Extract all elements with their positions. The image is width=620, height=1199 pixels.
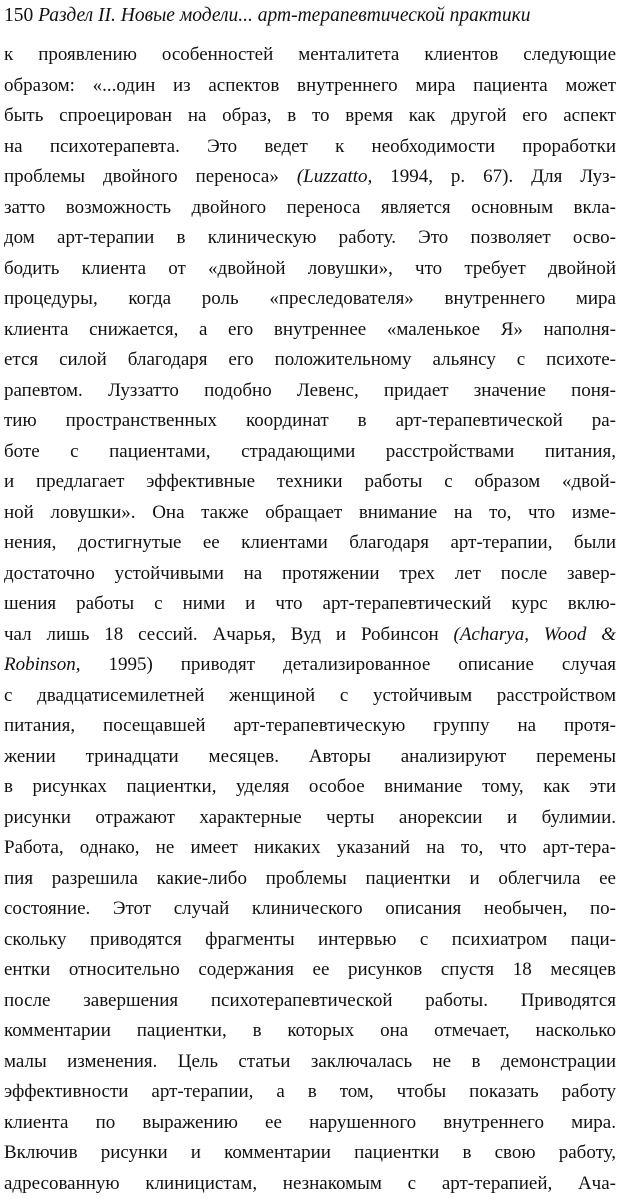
text-line: [4, 101, 616, 132]
line-text: бодить клиента от «двойной ловушки», что требует двойной: [4, 258, 616, 279]
text-line: [4, 620, 616, 651]
line-text: ентки относительно содержания ее рисунков спустя 18 месяцев: [4, 959, 616, 980]
text-line: [4, 193, 616, 224]
line-text: и предлагает эффективные техники работы с образом «двой-: [4, 471, 616, 492]
text-line: [4, 711, 616, 742]
text-line: [4, 162, 616, 193]
running-title: Раздел II. Новые модели... арт-терапевтической практики: [38, 5, 530, 26]
text-line: [4, 315, 616, 346]
line-text: малы изменения. Цель статьи заключалась не в демонстрации: [4, 1051, 616, 1072]
line-text: достаточно устойчивыми на протяжении трех лет после завер-: [4, 563, 616, 584]
line-text: дом арт-терапии в клиническую работу. Это позволяет осво-: [4, 227, 616, 248]
text-line: [4, 894, 616, 925]
line-text: образом: «...один из аспектов внутреннего мира пациента может: [4, 75, 616, 96]
citation-text: (Acharya, Wood &: [454, 624, 617, 645]
text-line: [4, 376, 616, 407]
line-text: пия разрешила какие-либо проблемы пациентки и облегчила ее: [4, 868, 616, 889]
text-line: [4, 71, 616, 102]
text-line: [4, 467, 616, 498]
body-text: [4, 40, 616, 1199]
text-line: [4, 650, 616, 681]
citation-text: Robinson,: [4, 654, 81, 675]
citation-text: (Luzzatto,: [297, 166, 373, 187]
text-line: [4, 284, 616, 315]
line-text: клиента снижается, а его внутреннее «маленькое Я» наполня-: [4, 319, 616, 340]
line-text: скольку приводятся фрагменты интервью с психиатром паци-: [4, 929, 616, 950]
text-line: [4, 1169, 616, 1199]
line-text: клиента по выражению ее нарушенного внутреннего мира.: [4, 1112, 616, 1133]
line-text: нения, достигнутые ее клиентами благодаря арт-терапии, были: [4, 532, 616, 553]
text-line: [4, 132, 616, 163]
text-line: [4, 955, 616, 986]
text-line: [4, 864, 616, 895]
text-line: [4, 40, 616, 71]
text-line: [4, 833, 616, 864]
line-text: эффективности арт-терапии, а в том, чтобы показать работу: [4, 1081, 616, 1102]
text-line: [4, 437, 616, 468]
line-text: после завершения психотерапевтической работы. Приводятся: [4, 990, 616, 1011]
text-line: [4, 559, 616, 590]
line-text: Работа, однако, не имеет никаких указаний на то, что арт-тера-: [4, 837, 616, 858]
line-text: 1994, p. 67). Для Луз-: [372, 166, 616, 187]
text-line: [4, 772, 616, 803]
text-line: [4, 1108, 616, 1139]
line-text: рисунки отражают характерные черты анорексии и булимии.: [4, 807, 616, 828]
text-line: [4, 345, 616, 376]
line-text: 1995) приводят детализированное описание случая: [81, 654, 616, 675]
text-line: [4, 742, 616, 773]
text-line: [4, 589, 616, 620]
line-text: Включив рисунки и комментарии пациентки в свою работу,: [4, 1142, 616, 1163]
text-line: [4, 254, 616, 285]
text-line: [4, 1138, 616, 1169]
line-text: адресованную клиницистам, незнакомым с арт-терапией, Ача-: [4, 1173, 616, 1194]
line-text: быть спроецирован на образ, в то время как другой его аспект: [4, 105, 616, 126]
text-line: [4, 1077, 616, 1108]
line-text: рапевтом. Луззатто подобно Левенс, придает значение поня-: [4, 380, 616, 401]
text-line: [4, 1016, 616, 1047]
line-text: к проявлению особенностей менталитета клиентов следующие: [4, 44, 616, 65]
line-text: чал лишь 18 сессий. Ачарья, Вуд и Робинсон: [4, 624, 454, 645]
line-text: процедуры, когда роль «преследователя» внутреннего мира: [4, 288, 616, 309]
line-text: шения работы с ними и что арт-терапевтический курс вклю-: [4, 593, 616, 614]
text-line: [4, 803, 616, 834]
line-text: затто возможность двойного переноса является основным вкла-: [4, 197, 616, 218]
text-line: [4, 406, 616, 437]
text-line: [4, 223, 616, 254]
text-line: [4, 528, 616, 559]
line-text: боте с пациентами, страдающими расстройствами питания,: [4, 441, 616, 462]
running-head: [4, 4, 616, 28]
text-line: [4, 681, 616, 712]
text-line: [4, 925, 616, 956]
text-line: [4, 986, 616, 1017]
text-line: [4, 1047, 616, 1078]
line-text: жении тринадцати месяцев. Авторы анализируют перемены: [4, 746, 616, 767]
page-number: 150: [4, 5, 33, 26]
line-text: комментарии пациентки, в которых она отмечает, насколько: [4, 1020, 616, 1041]
line-text: тию пространственных координат в арт-терапевтической ра-: [4, 410, 616, 431]
line-text: в рисунках пациентки, уделяя особое внимание тому, как эти: [4, 776, 616, 797]
line-text: проблемы двойного переноса»: [4, 166, 297, 187]
line-text: ной ловушки». Она также обращает внимание на то, что изме-: [4, 502, 616, 523]
text-line: [4, 498, 616, 529]
line-text: с двадцатисемилетней женщиной с устойчивым расстройством: [4, 685, 616, 706]
line-text: состояние. Этот случай клинического описания необычен, по-: [4, 898, 616, 919]
line-text: ется силой благодаря его положительному альянсу с психоте-: [4, 349, 616, 370]
line-text: питания, посещавшей арт-терапевтическую группу на протя-: [4, 715, 616, 736]
line-text: на психотерапевта. Это ведет к необходимости проработки: [4, 136, 616, 157]
